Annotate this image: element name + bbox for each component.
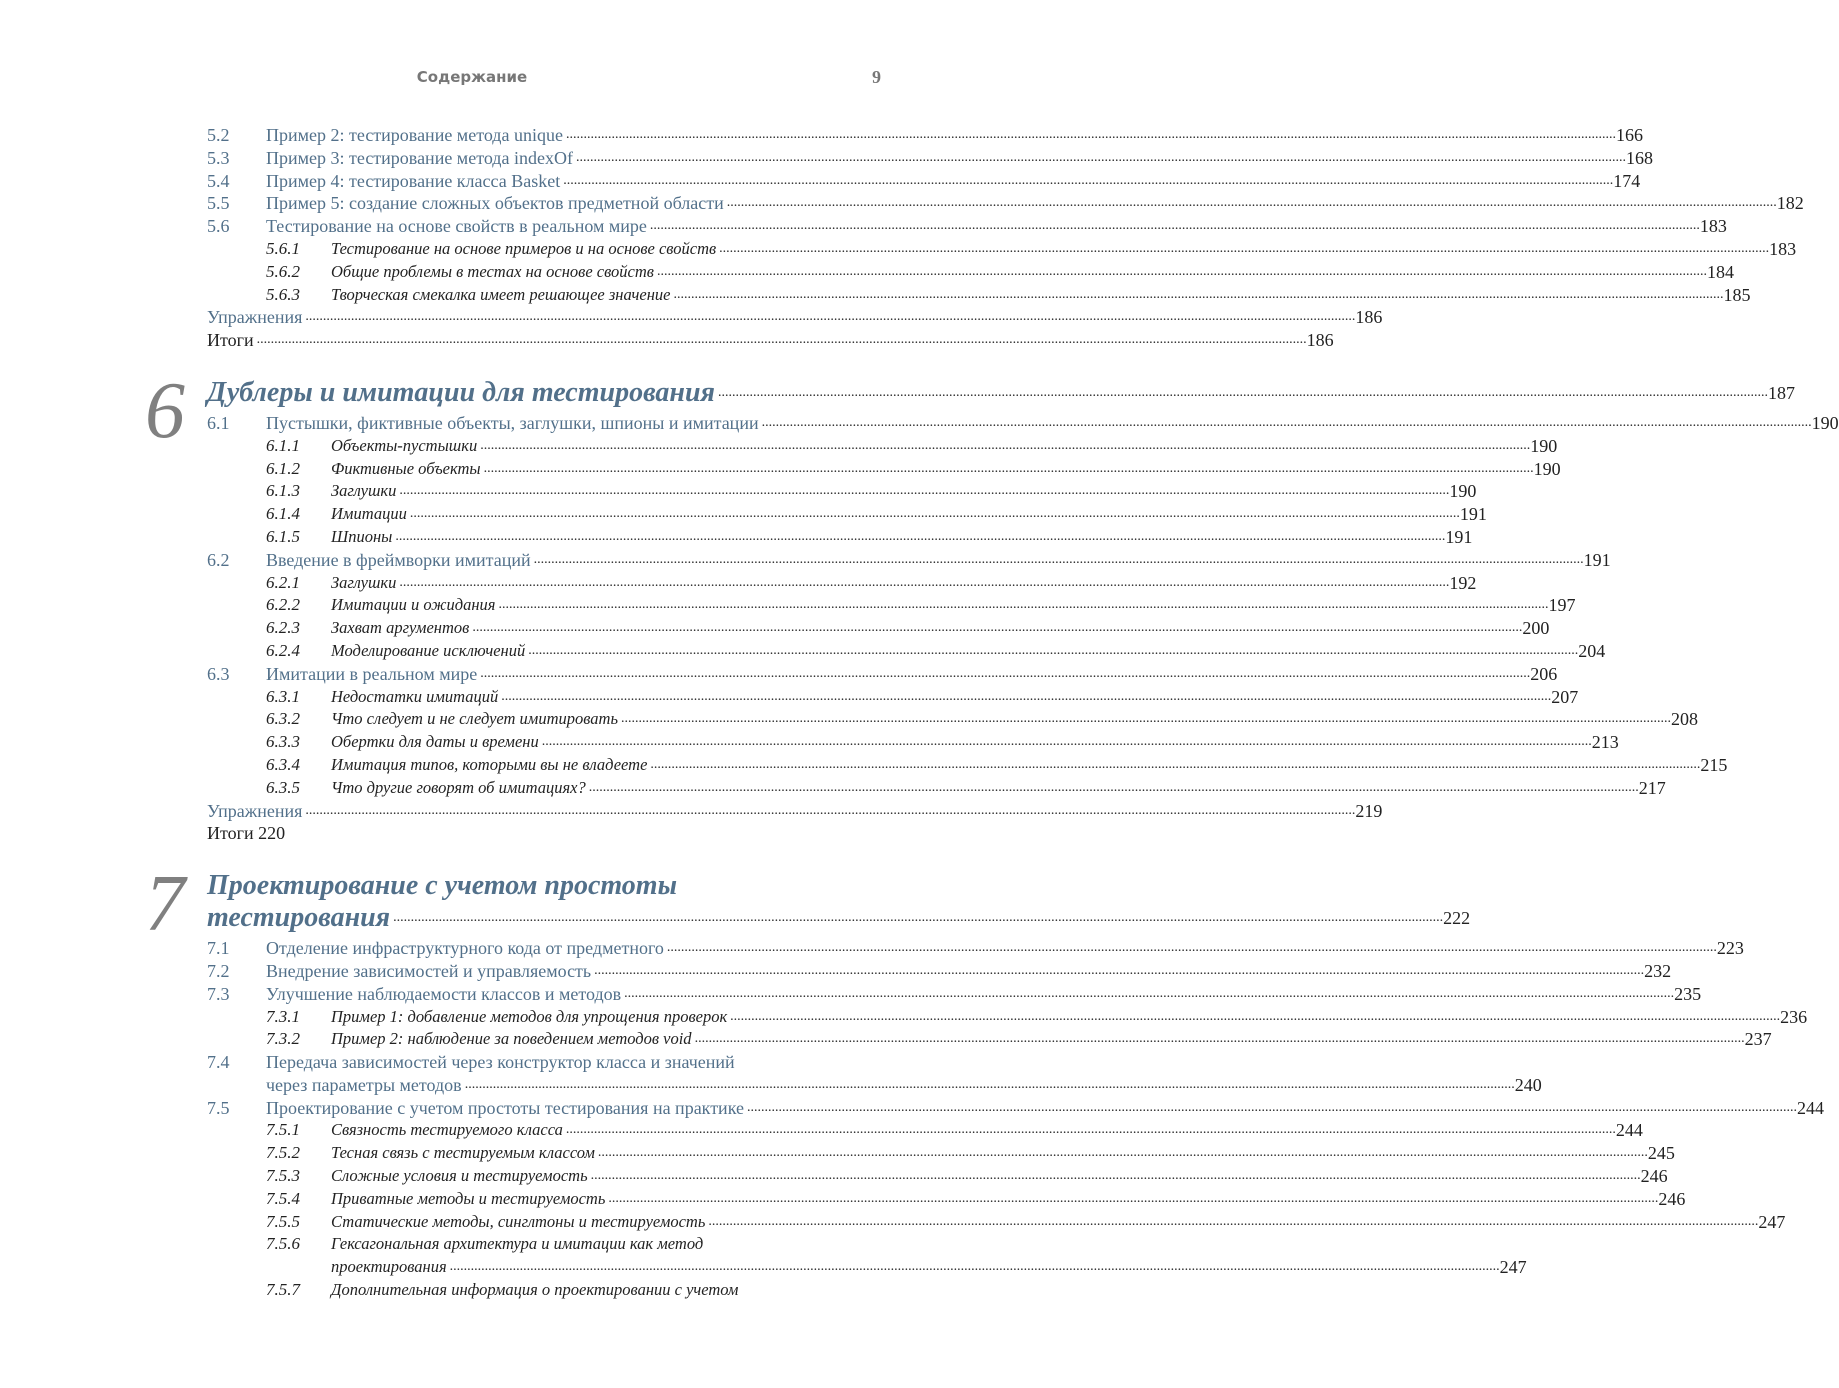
- entry-page: 246: [1640, 1166, 1668, 1187]
- chapter-page: 222: [1443, 908, 1471, 929]
- toc-entry-line: [207, 983, 1702, 1006]
- entry-page: 204: [1578, 640, 1606, 661]
- entry-page: 219: [1355, 800, 1383, 821]
- entry-number: 6.1.2: [266, 458, 300, 478]
- toc-entry-line: [207, 503, 1487, 526]
- toc-entry-line: [207, 306, 1383, 329]
- toc-entry[interactable]: [207, 458, 1561, 481]
- toc-entry[interactable]: [207, 1211, 1786, 1234]
- entry-number: 7.1: [207, 938, 230, 959]
- entry-number: 6.3: [207, 663, 230, 684]
- entry-page: 200: [1522, 618, 1550, 639]
- entry-page: 174: [1613, 170, 1641, 191]
- entry-page: 197: [1548, 595, 1576, 616]
- dot-leader: ............................................................................................................................................................................................................................................................................................................: [501, 688, 1552, 704]
- toc-entry-line: [207, 329, 1334, 352]
- toc-entry[interactable]: [207, 1233, 1527, 1279]
- dot-leader: ............................................................................................................................................................................................................................................................................................................: [694, 1031, 1745, 1047]
- entry-page: 217: [1638, 777, 1666, 798]
- entry-title: Пустышки, фиктивные объекты, заглушки, шпионы и имитации: [266, 412, 759, 433]
- toc-entry-line: [207, 412, 1839, 435]
- entry-number: 6.3.4: [266, 754, 300, 774]
- toc-entry-line: [207, 170, 1641, 193]
- entry-page: 166: [1615, 125, 1643, 145]
- entry-title: Фиктивные объекты: [331, 458, 481, 478]
- chapter-page: 187: [1767, 382, 1795, 403]
- entry-page: 184: [1706, 261, 1734, 282]
- entry-number: 5.6.3: [266, 284, 300, 304]
- toc-entry[interactable]: [207, 215, 1727, 238]
- toc-entry[interactable]: [207, 329, 1334, 352]
- toc-entry-line: [207, 124, 1643, 147]
- chapter-title-line: [207, 902, 1471, 934]
- toc-entry[interactable]: [207, 147, 1653, 170]
- toc-entry-line: [207, 960, 1672, 983]
- entry-title: Пример 2: наблюдение за поведением методов void: [331, 1029, 692, 1049]
- entry-number: 7.5: [207, 1097, 230, 1118]
- entry-title: Сложные условия и тестируемость: [331, 1166, 588, 1186]
- dot-leader: ............................................................................................................................................................................................................................................................................................................: [256, 332, 1307, 348]
- dot-leader: ............................................................................................................................................................................................................................................................................................................: [480, 665, 1531, 681]
- toc-entry[interactable]: [207, 238, 1797, 261]
- entry-number: 7.5.3: [266, 1166, 300, 1186]
- dot-leader: ............................................................................................................................................................................................................................................................................................................: [305, 802, 1356, 818]
- entry-title: Итоги 220: [207, 823, 286, 844]
- toc-entry[interactable]: [207, 572, 1477, 595]
- entry-title: Связность тестируемого класса: [331, 1120, 563, 1140]
- entry-number: 7.2: [207, 960, 230, 981]
- toc-entry[interactable]: [207, 503, 1487, 526]
- entry-page: 240: [1514, 1074, 1542, 1095]
- toc-entry-line: [207, 640, 1606, 663]
- entry-page: 237: [1744, 1029, 1772, 1050]
- chapter-title: Проектирование с учетом простоты: [207, 870, 677, 902]
- dot-leader: ............................................................................................................................................................................................................................................................................................................: [533, 551, 1584, 567]
- toc-entry[interactable]: [207, 1165, 1668, 1188]
- running-header-title: Содержание: [416, 68, 528, 86]
- page-number: 9: [872, 67, 881, 87]
- entry-page: 213: [1591, 732, 1619, 753]
- entry-number: 7.5.2: [266, 1143, 300, 1163]
- entry-number: 5.3: [207, 147, 230, 168]
- entry-number: 6.1.3: [266, 481, 300, 501]
- entry-title: Приватные методы и тестируемость: [331, 1188, 606, 1208]
- toc-entry-line: [207, 284, 1751, 307]
- toc-entry-line: [207, 1142, 1675, 1165]
- entry-page: 223: [1716, 938, 1744, 959]
- entry-page: 244: [1796, 1097, 1824, 1118]
- table-of-contents: [145, 124, 1839, 1302]
- toc-entry[interactable]: [207, 1142, 1675, 1165]
- entry-title: через параметры методов: [266, 1074, 462, 1095]
- entry-title: Моделирование исключений: [331, 640, 526, 660]
- dot-leader: ............................................................................................................................................................................................................................................................................................................: [624, 985, 1675, 1001]
- entry-page: 190: [1811, 412, 1839, 433]
- toc-entry[interactable]: [207, 617, 1550, 640]
- entry-page: 186: [1306, 330, 1334, 351]
- toc-entry[interactable]: [207, 731, 1619, 754]
- toc-entry[interactable]: [207, 192, 1804, 215]
- toc-entry[interactable]: [207, 549, 1611, 572]
- toc-entry-line: [207, 1051, 886, 1074]
- entry-number: 5.6.1: [266, 238, 300, 258]
- entry-title: Отделение инфраструктурного кода от предметного: [266, 938, 664, 959]
- dot-leader: ............................................................................................................................................................................................................................................................................................................: [666, 940, 1717, 956]
- entry-title: Гексагональная архитектура и имитации как метод: [331, 1234, 704, 1254]
- dot-leader: ............................................................................................................................................................................................................................................................................................................: [620, 711, 1671, 727]
- entry-title: Пример 4: тестирование класса Basket: [266, 170, 561, 191]
- dot-leader: ............................................................................................................................................................................................................................................................................................................: [563, 172, 1614, 188]
- entry-title: Тестирование на основе свойств в реальном мире: [266, 216, 647, 237]
- entry-number: 6.2.1: [266, 572, 300, 592]
- toc-entry-line: [207, 572, 1477, 595]
- entry-title: Улучшение наблюдаемости классов и методов: [266, 983, 622, 1004]
- dot-leader: ............................................................................................................................................................................................................................................................................................................: [649, 218, 1700, 234]
- toc-entry-line: [207, 594, 1576, 617]
- entry-page: 190: [1530, 435, 1558, 456]
- entry-page: 245: [1647, 1143, 1675, 1164]
- entry-number: 5.6: [207, 216, 230, 237]
- entry-title: Упражнения: [207, 307, 303, 328]
- entry-title: проектирования: [331, 1257, 447, 1277]
- toc-entry[interactable]: [207, 1051, 1542, 1097]
- entry-number: 7.3.1: [266, 1006, 300, 1026]
- toc-entry[interactable]: [207, 777, 1666, 800]
- entry-page: 232: [1644, 960, 1672, 981]
- dot-leader: ............................................................................................................................................................................................................................................................................................................: [730, 1008, 1781, 1024]
- entry-title: Упражнения: [207, 800, 303, 821]
- entry-title: Имитации и ожидания: [331, 595, 496, 615]
- dot-leader: ............................................................................................................................................................................................................................................................................................................: [409, 506, 1460, 522]
- entry-number: 7.5.4: [266, 1188, 300, 1208]
- entry-number: 7.4: [207, 1052, 230, 1073]
- toc-entry[interactable]: [207, 526, 1473, 549]
- entry-page: 182: [1776, 193, 1804, 214]
- dot-leader: ............................................................................................................................................................................................................................................................................................................: [565, 1122, 1616, 1138]
- toc-entry-line: [207, 1279, 886, 1302]
- entry-number: 6.2: [207, 549, 230, 570]
- toc-entry-line: [207, 1028, 1772, 1051]
- entry-number: 7.5.5: [266, 1211, 300, 1231]
- toc-entry[interactable]: [207, 937, 1744, 960]
- entry-number: 6.1.4: [266, 504, 300, 524]
- dot-leader: ............................................................................................................................................................................................................................................................................................................: [541, 734, 1592, 750]
- dot-leader: ............................................................................................................................................................................................................................................................................................................: [565, 127, 1616, 142]
- dot-leader: ............................................................................................................................................................................................................................................................................................................: [590, 1168, 1641, 1184]
- toc-entry-line: [207, 708, 1698, 731]
- toc-entry[interactable]: [207, 686, 1579, 709]
- entry-number: 6.1.5: [266, 526, 300, 546]
- toc-entry[interactable]: [207, 261, 1734, 284]
- toc-entry-line: [207, 480, 1477, 503]
- dot-leader: ............................................................................................................................................................................................................................................................................................................: [395, 528, 1446, 544]
- entry-number: 5.4: [207, 170, 230, 191]
- entry-page: 235: [1674, 983, 1702, 1004]
- toc-entry-line: [207, 147, 1653, 170]
- toc-entry-line: [207, 1165, 1668, 1188]
- entry-title: Проектирование с учетом простоты тестирования на практике: [266, 1097, 744, 1118]
- entry-number: 7.3.2: [266, 1029, 300, 1049]
- toc-entry[interactable]: [207, 708, 1698, 731]
- dot-leader: ............................................................................................................................................................................................................................................................................................................: [483, 460, 1534, 476]
- dot-leader: ............................................................................................................................................................................................................................................................................................................: [575, 149, 1626, 165]
- entry-page: 246: [1658, 1188, 1686, 1209]
- toc-entry[interactable]: [207, 663, 1558, 686]
- toc-entry-line: [207, 1006, 1808, 1029]
- entry-page: 191: [1445, 526, 1473, 547]
- entry-page: 190: [1533, 458, 1561, 479]
- toc-entry[interactable]: [207, 800, 1383, 823]
- entry-title: Заглушки: [331, 572, 397, 592]
- dot-leader: ............................................................................................................................................................................................................................................................................................................: [761, 414, 1812, 430]
- entry-title: Дополнительная информация о проектировании с учетом: [331, 1280, 739, 1300]
- entry-number: 6.3.5: [266, 777, 300, 797]
- entry-page: 191: [1459, 504, 1487, 525]
- entry-number: 7.5.1: [266, 1120, 300, 1140]
- toc-entry-line: [207, 822, 886, 845]
- entry-page: 236: [1780, 1006, 1808, 1027]
- toc-entry-line: [207, 754, 1728, 777]
- entry-page: 192: [1449, 572, 1477, 593]
- toc-entry-line: [207, 1119, 1643, 1142]
- dot-leader: ............................................................................................................................................................................................................................................................................................................: [719, 240, 1770, 256]
- dot-leader: ............................................................................................................................................................................................................................................................................................................: [399, 574, 1450, 590]
- toc-entry[interactable]: [207, 124, 1643, 147]
- toc-entry-line: [207, 1211, 1786, 1234]
- entry-title: Имитация типов, которыми вы не владеете: [331, 754, 648, 774]
- entry-title: Что другие говорят об имитациях?: [331, 777, 586, 797]
- toc-entry[interactable]: [207, 640, 1606, 663]
- toc-entry-line: [207, 937, 1744, 960]
- entry-page: 247: [1499, 1257, 1527, 1278]
- entry-number: 7.5.6: [266, 1234, 300, 1254]
- entry-title: Общие проблемы в тестах на основе свойств: [331, 261, 654, 281]
- toc-entry-line: [207, 238, 1797, 261]
- entry-title: Недостатки имитаций: [331, 686, 499, 706]
- entry-title: Захват аргументов: [331, 618, 470, 638]
- entry-number: 6.2.2: [266, 595, 300, 615]
- toc-entry[interactable]: [207, 1006, 1808, 1029]
- toc-entry-line: [207, 663, 1558, 686]
- entry-number: 7.5.7: [266, 1280, 300, 1300]
- entry-page: 186: [1355, 307, 1383, 328]
- entry-page: 206: [1530, 663, 1558, 684]
- dot-leader: ............................................................................................................................................................................................................................................................................................................: [650, 756, 1701, 772]
- toc-entry[interactable]: [207, 412, 1839, 435]
- entry-title: Творческая смекалка имеет решающее значение: [331, 284, 671, 304]
- dot-leader: ............................................................................................................................................................................................................................................................................................................: [449, 1259, 1500, 1275]
- toc-entry-line: [207, 686, 1579, 709]
- dot-leader: ............................................................................................................................................................................................................................................................................................................: [673, 286, 1724, 302]
- entry-page: 183: [1769, 238, 1797, 259]
- entry-page: 190: [1449, 481, 1477, 502]
- chapter-title: тестирования: [207, 902, 391, 934]
- entry-page: 207: [1551, 686, 1579, 707]
- dot-leader: ............................................................................................................................................................................................................................................................................................................: [594, 962, 1645, 978]
- chapter-number: 7: [145, 860, 185, 949]
- entry-number: 6.3.1: [266, 686, 300, 706]
- entry-page: 215: [1700, 754, 1728, 775]
- toc-entry-line: [207, 617, 1550, 640]
- chapter-number: 6: [145, 366, 185, 455]
- toc-entry-line: [207, 1188, 1686, 1211]
- entry-page: 244: [1615, 1120, 1643, 1141]
- toc-entry[interactable]: [207, 480, 1477, 503]
- toc-entry-line: [207, 1074, 1542, 1097]
- dot-leader: ............................................................................................................................................................................................................................................................................................................: [746, 1099, 1797, 1115]
- entry-number: 6.3.2: [266, 709, 300, 729]
- dot-leader: ............................................................................................................................................................................................................................................................................................................: [393, 910, 1444, 926]
- dot-leader: ............................................................................................................................................................................................................................................................................................................: [708, 1213, 1759, 1229]
- entry-title: Пример 5: создание сложных объектов предметной области: [266, 193, 724, 214]
- entry-page: 208: [1670, 709, 1698, 730]
- toc-entry-line: [207, 549, 1611, 572]
- entry-number: 5.6.2: [266, 261, 300, 281]
- dot-leader: ............................................................................................................................................................................................................................................................................................................: [608, 1190, 1659, 1206]
- entry-title: Объекты-пустышки: [331, 435, 478, 455]
- dot-leader: ............................................................................................................................................................................................................................................................................................................: [717, 384, 1768, 400]
- toc-entry-line: [207, 777, 1666, 800]
- entry-number: 6.3.3: [266, 732, 300, 752]
- entry-page: 185: [1723, 284, 1751, 305]
- dot-leader: ............................................................................................................................................................................................................................................................................................................: [528, 642, 1579, 658]
- chapter-title: Дублеры и имитации для тестирования: [207, 376, 715, 408]
- entry-title: Тесная связь с тестируемым классом: [331, 1143, 595, 1163]
- toc-entry-line: [207, 261, 1734, 284]
- dot-leader: ............................................................................................................................................................................................................................................................................................................: [726, 195, 1777, 211]
- dot-leader: ............................................................................................................................................................................................................................................................................................................: [480, 437, 1531, 453]
- entry-number: 5.5: [207, 193, 230, 214]
- entry-title: Статические методы, синглтоны и тестируемость: [331, 1211, 706, 1231]
- toc-entry[interactable]: [207, 1119, 1643, 1142]
- toc-entry[interactable]: [207, 594, 1576, 617]
- entry-title: Что следует и не следует имитировать: [331, 709, 618, 729]
- entry-title: Шпионы: [331, 526, 393, 546]
- entry-page: 168: [1625, 147, 1653, 168]
- toc-entry-line: [207, 526, 1473, 549]
- toc-entry[interactable]: [207, 1279, 886, 1302]
- entry-number: 7.3: [207, 983, 230, 1004]
- dot-leader: ............................................................................................................................................................................................................................................................................................................: [399, 483, 1450, 499]
- toc-entry-line: [207, 731, 1619, 754]
- toc-entry-line: [207, 192, 1804, 215]
- entry-title: Пример 1: добавление методов для упрощения проверок: [331, 1006, 728, 1026]
- entry-title: Имитации: [331, 504, 407, 524]
- toc-entry[interactable]: [207, 284, 1751, 307]
- entry-number: 6.2.4: [266, 640, 300, 660]
- entry-title: Внедрение зависимостей и управляемость: [266, 960, 592, 981]
- toc-entry[interactable]: [207, 754, 1728, 777]
- toc-entry-line: [207, 1256, 1527, 1279]
- dot-leader: ............................................................................................................................................................................................................................................................................................................: [588, 779, 1639, 795]
- chapter-title-line: [207, 870, 886, 902]
- toc-entry[interactable]: [207, 170, 1641, 193]
- chapter-title-line: [207, 376, 1795, 409]
- toc-entry[interactable]: [207, 822, 886, 845]
- entry-number: 6.1: [207, 412, 230, 433]
- entry-title: Обертки для даты и времени: [331, 732, 539, 752]
- dot-leader: ............................................................................................................................................................................................................................................................................................................: [472, 620, 1523, 636]
- entry-title: Пример 3: тестирование метода indexOf: [266, 147, 573, 168]
- entry-title: Введение в фреймворки имитаций: [266, 549, 531, 570]
- toc-entry[interactable]: [207, 1028, 1772, 1051]
- toc-entry[interactable]: [207, 983, 1702, 1006]
- dot-leader: ............................................................................................................................................................................................................................................................................................................: [305, 309, 1356, 325]
- toc-entry[interactable]: [207, 1188, 1686, 1211]
- dot-leader: ............................................................................................................................................................................................................................................................................................................: [597, 1145, 1648, 1161]
- toc-entry-line: [207, 458, 1561, 481]
- entry-title: Тестирование на основе примеров и на основе свойств: [331, 238, 717, 258]
- entry-title: Пример 2: тестирование метода unique: [266, 125, 563, 145]
- dot-leader: ............................................................................................................................................................................................................................................................................................................: [656, 263, 1707, 279]
- toc-entry-line: [207, 1097, 1824, 1120]
- entry-title: Заглушки: [331, 481, 397, 501]
- dot-leader: ............................................................................................................................................................................................................................................................................................................: [498, 597, 1549, 613]
- toc-entry[interactable]: [207, 435, 1558, 458]
- entry-number: 5.2: [207, 125, 230, 145]
- dot-leader: ............................................................................................................................................................................................................................................................................................................: [464, 1076, 1515, 1092]
- toc-entry-line: [207, 800, 1383, 823]
- toc-entry[interactable]: [207, 306, 1383, 329]
- entry-title: Передача зависимостей через конструктор класса и значений: [266, 1052, 735, 1073]
- entry-title: Итоги: [207, 330, 254, 351]
- entry-number: 6.2.3: [266, 618, 300, 638]
- entry-page: 247: [1758, 1211, 1786, 1232]
- toc-entry-line: [207, 215, 1727, 238]
- toc-entry-line: [207, 1233, 886, 1256]
- entry-page: 183: [1699, 216, 1727, 237]
- toc-entry[interactable]: [207, 1097, 1824, 1120]
- entry-number: 6.1.1: [266, 435, 300, 455]
- toc-entry-line: [207, 435, 1558, 458]
- entry-title: Имитации в реальном мире: [266, 663, 478, 684]
- toc-entry[interactable]: [207, 960, 1672, 983]
- entry-page: 191: [1583, 549, 1611, 570]
